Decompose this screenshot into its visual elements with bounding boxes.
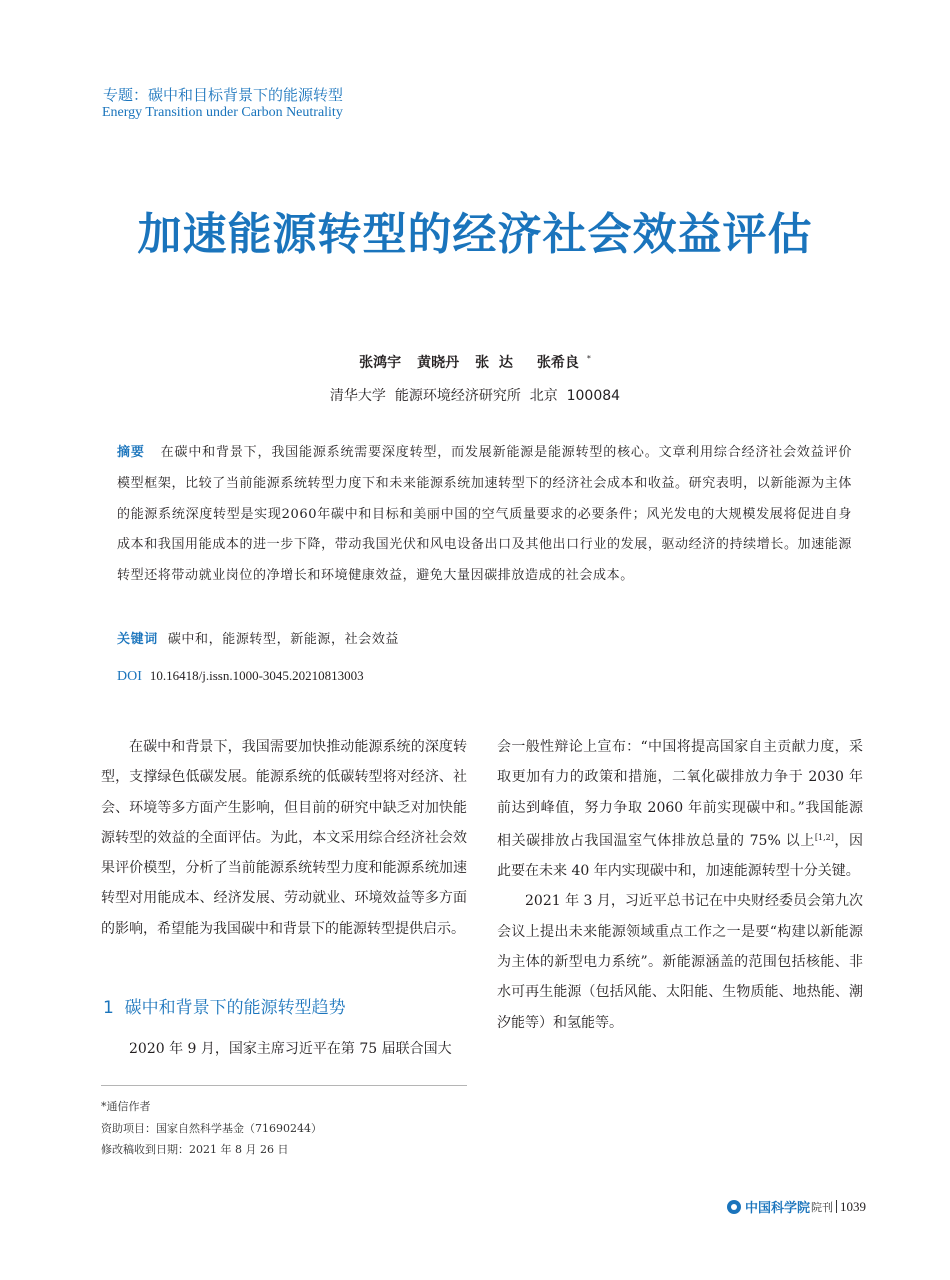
body-column-left bbox=[101, 732, 467, 944]
doi bbox=[117, 668, 364, 685]
section-label-cn: 专题：碳中和目标背景下的能源转型 bbox=[103, 86, 344, 104]
body-paragraph: 2020 年 9 月，国家主席习近平在第 75 届联合国大 bbox=[129, 1041, 452, 1057]
abstract-text: 在碳中和背景下，我国能源系统需要深度转型，而发展新能源是能源转型的核心。文章利用综合经济社会效益评价模型框架，比较了当前能源系统转型力度下和未来能源系统加速转型下的经济社会成本和收益。研究表明，以新能源为主体的能源系统深度转型是实现2060年碳中和目标和美丽中国的空气质量要求的必要条件；风光发电的大规模发展将促进自身成本和我国用能成本的进一步下降，带动我国光伏和风电设备出口及其他出口行业的发展，驱动经济的持续增长。加速能源转型还将带动就业岗位的净增长和环境健康效益，避免大量因碳排放造成的社会成本。 bbox=[117, 445, 852, 584]
page-title: 加速能源转型的经济社会效益评估 bbox=[137, 209, 813, 260]
body-paragraph: 在碳中和背景下，我国需要加快推动能源系统的深度转型，支撑绿色低碳发展。能源系统的低碳转型将对经济、社会、环境等多方面产生影响，但目前的研究中缺乏对加快能源转型的效益的全面评估。为此，本文采用综合经济社会效果评价模型，分析了当前能源系统转型力度和能源系统加速转型对用能成本、经济发展、劳动就业、环境效益等多方面的影响，希望能为我国碳中和背景下的能源转型提供启示。 bbox=[101, 739, 467, 937]
author-name: 张希良 * bbox=[536, 354, 591, 371]
journal-subtitle: 院刊 bbox=[811, 1200, 834, 1214]
footnote-funding: 资助项目：国家自然科学基金（71690244） bbox=[101, 1121, 322, 1135]
divider bbox=[836, 1200, 837, 1213]
author-list bbox=[0, 352, 950, 372]
journal-footer bbox=[727, 1197, 866, 1216]
keywords bbox=[117, 628, 399, 647]
affiliation: 清华大学 能源环境经济研究所 北京 100084 bbox=[329, 388, 621, 404]
section-label-en: Energy Transition under Carbon Neutrality bbox=[102, 105, 343, 120]
footnote-revised: 修改稿收到日期：2021 年 8 月 26 日 bbox=[101, 1143, 289, 1156]
footnote-divider bbox=[101, 1085, 467, 1086]
keywords-label: 关键词 bbox=[117, 632, 158, 647]
journal-name: 中国科学院 bbox=[745, 1201, 811, 1216]
abstract bbox=[117, 438, 852, 592]
body-column-right bbox=[497, 732, 863, 1038]
body-paragraph: 2021 年 3 月，习近平总书记在中央财经委员会第九次会议上提出未来能源领域重点工作之一是要“构建以新能源为主体的新型电力系统”。新能源涵盖的范围包括核能、非水可再生能源（包括风能、太阳能、生物质能、地热能、潮汐能等）和氢能等。 bbox=[497, 893, 863, 1031]
author-name: 张 达 bbox=[475, 355, 513, 371]
page-number: 1039 bbox=[840, 1198, 867, 1214]
doi-label: DOI bbox=[117, 669, 142, 684]
author-name: 黄晓丹 bbox=[417, 355, 460, 371]
abstract-label: 摘要 bbox=[117, 445, 145, 460]
corresponding-mark: * bbox=[586, 354, 591, 363]
author-name: 张鸿宇 bbox=[359, 355, 402, 371]
journal-logo-icon bbox=[727, 1200, 741, 1214]
doi-value: 10.16418/j.issn.1000-3045.20210813003 bbox=[149, 668, 364, 683]
section-heading: 1 碳中和背景下的能源转型趋势 bbox=[103, 998, 346, 1018]
body-column-left-bottom bbox=[101, 1034, 467, 1064]
footnote-corresponding: *通信作者 bbox=[101, 1100, 151, 1113]
citation-ref: [1,2] bbox=[814, 832, 834, 842]
footnotes bbox=[101, 1096, 322, 1161]
body-paragraph: 会一般性辩论上宣布：“中国将提高国家自主贡献力度，采取更加有力的政策和措施，二氧化碳排放力争于 2030 年前达到峰值，努力争取 2060 年前实现碳中和。”我国能源相关碳排放占我国温室气体排放总量的 75% 以上[1,2]，因此要在未来 40 年内实现碳中和，加速能源转型十分关键。 bbox=[497, 739, 863, 880]
keywords-text: 碳中和，能源转型，新能源，社会效益 bbox=[167, 632, 400, 647]
